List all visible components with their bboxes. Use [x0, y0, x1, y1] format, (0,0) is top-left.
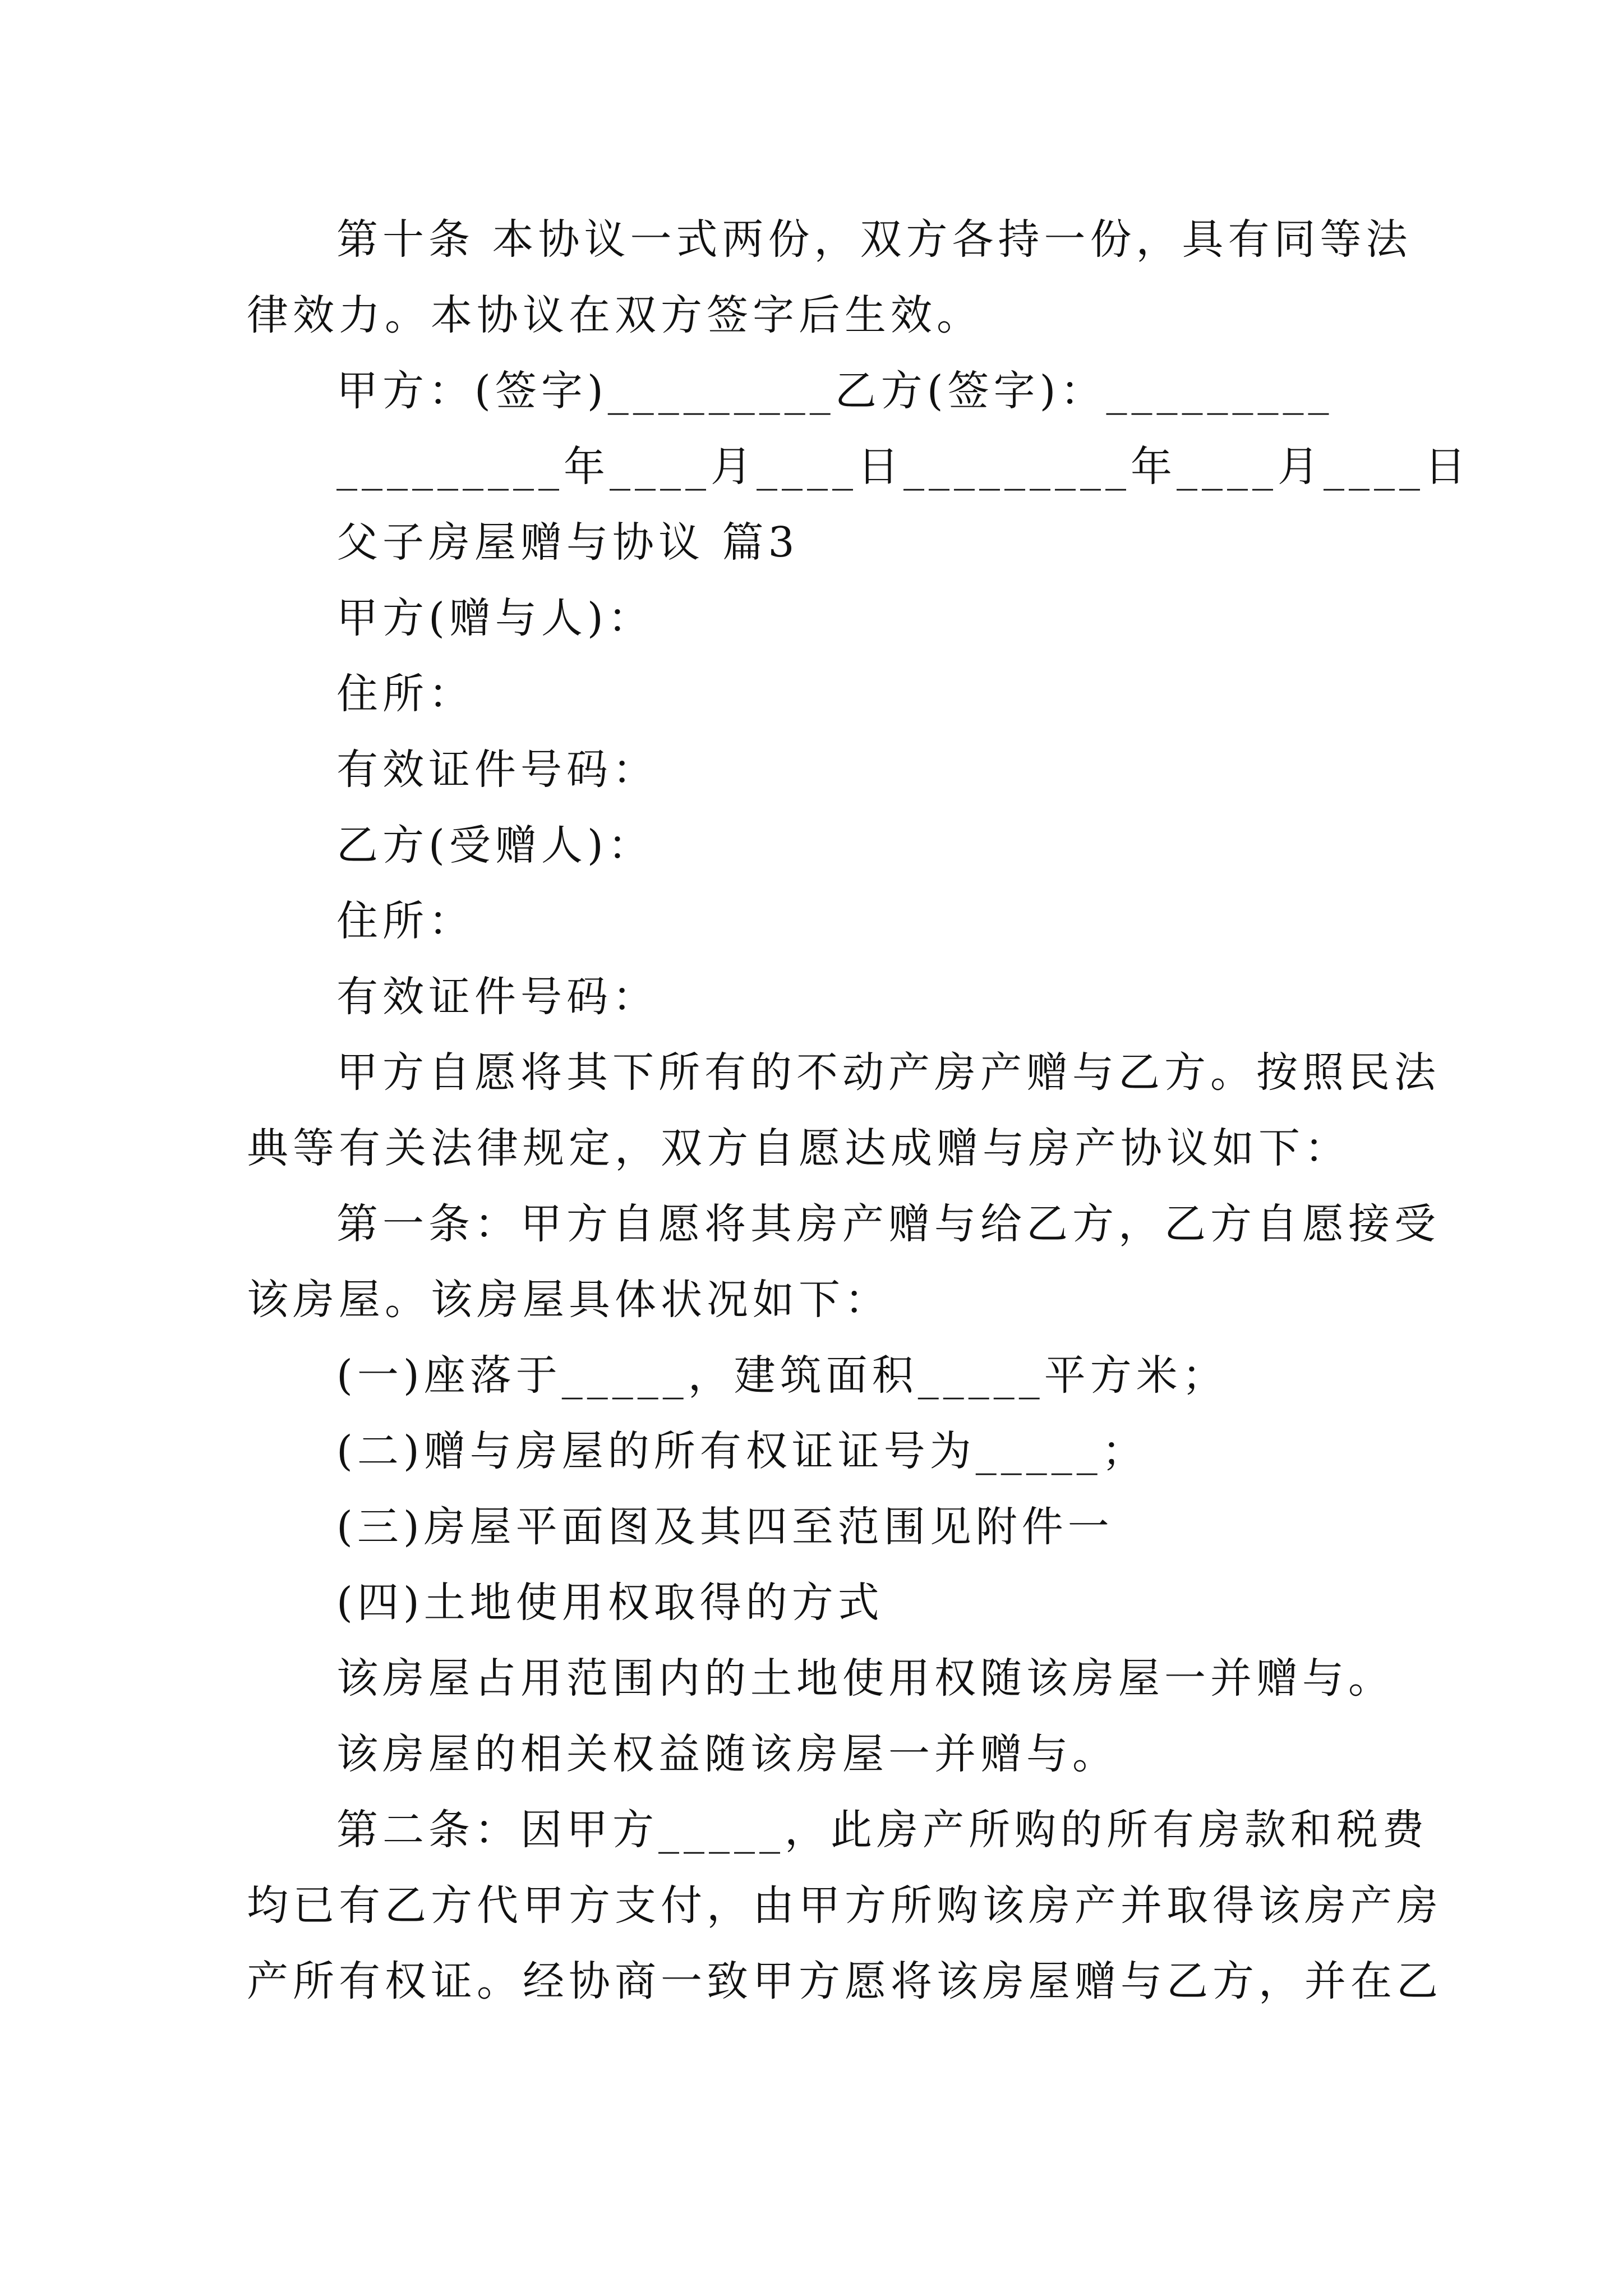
clause-10-line-2: 律效力。本协议在双方签字后生效。 [247, 291, 983, 339]
party-a-address-label: 住所： [336, 670, 474, 718]
property-location-line: (一)座落于_____，建筑面积_____平方米； [336, 1351, 1228, 1400]
party-b-id-label: 有效证件号码： [336, 973, 658, 1021]
clause-10-line-1: 第十条 本协议一式两份，双方各持一份，具有同等法 [336, 215, 1412, 264]
signature-line: 甲方：(签字)_________乙方(签字)：_________ [336, 367, 1334, 415]
document-body [247, 202, 1470, 2019]
intro-paragraph-line-1: 甲方自愿将其下所有的不动产房产赠与乙方。按照民法 [336, 1048, 1440, 1097]
clause-2-line-3: 产所有权证。经协商一致甲方愿将该房屋赠与乙方，并在乙 [247, 1957, 1442, 2005]
clause-1-line-2: 该房屋。该房屋具体状况如下： [247, 1276, 891, 1324]
land-use-line: 该房屋占用范围内的土地使用权随该房屋一并赠与。 [336, 1654, 1394, 1703]
party-b-label: 乙方(受赠人)： [336, 821, 654, 869]
intro-paragraph-line-2: 典等有关法律规定，双方自愿达成赠与房产协议如下： [247, 1124, 1350, 1172]
related-rights-line: 该房屋的相关权益随该房屋一并赠与。 [336, 1730, 1118, 1778]
land-use-heading: (四)土地使用权取得的方式 [336, 1579, 884, 1627]
property-certificate-line: (二)赠与房屋的所有权证证号为_____； [336, 1427, 1148, 1475]
clause-1-line-1: 第一条：甲方自愿将其房产赠与给乙方，乙方自愿接受 [336, 1200, 1440, 1248]
party-a-id-label: 有效证件号码： [336, 746, 658, 794]
clause-2-line-2: 均已有乙方代甲方支付，由甲方所购该房产并取得该房产房 [247, 1881, 1442, 1930]
property-floorplan-line: (三)房屋平面图及其四至范围见附件一 [336, 1503, 1114, 1551]
date-line: _________年____月____日_________年____月____日 [336, 443, 1470, 491]
section-title: 父子房屋赠与协议 篇3 [336, 518, 799, 567]
party-b-address-label: 住所： [336, 897, 474, 945]
clause-2-line-1: 第二条：因甲方_____，此房产所购的所有房款和税费 [336, 1806, 1428, 1854]
party-a-label: 甲方(赠与人)： [336, 594, 654, 642]
